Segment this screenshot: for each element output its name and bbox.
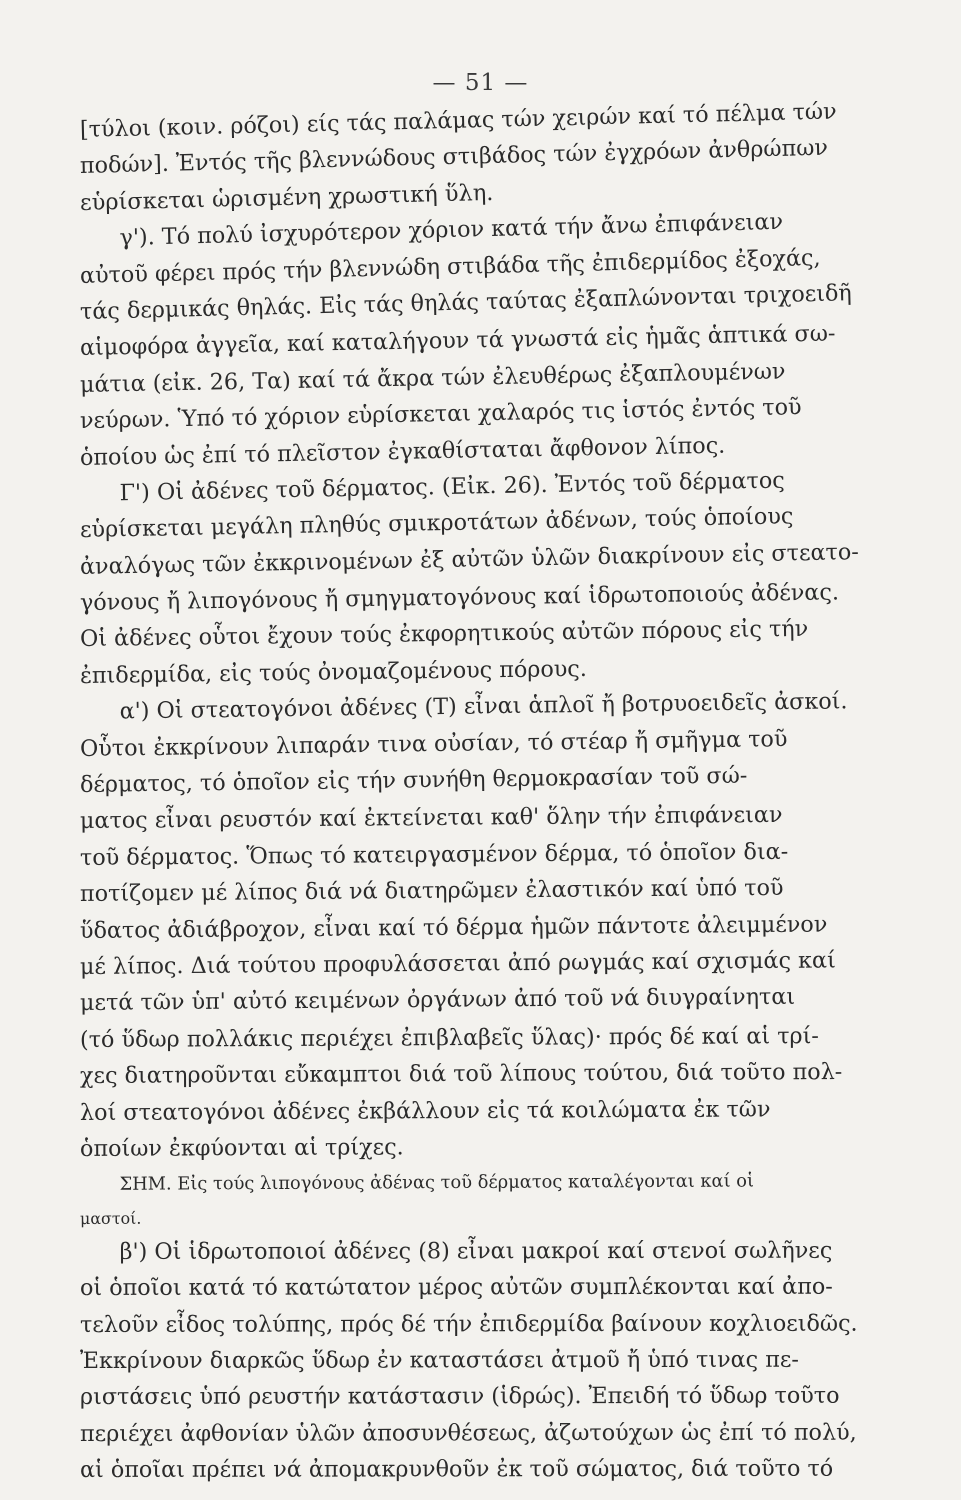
page-number: — 51 — [432,70,529,96]
body-text [79,98,888,1488]
text-line: γόνους ἤ λιπογόνους ἤ σμηγματογόνους καί ἱδρωτοποιούς ἀδένας. [79,579,840,617]
text-line: μέ λίπος. Διά τούτου προφυλάσσεται ἀπό ρωγμάς καί σχισμάς καί [79,947,836,980]
text-line: γ'). Τό πολύ ἰσχυρότερον χόριον κατά τήν ἄνω ἐπιφάνειαν [119,208,784,252]
text-line: αὐτοῦ φέρει πρός τήν βλεννώδη στιβάδα τῆς ἐπιδερμίδος ἐξοχάς, [79,244,821,289]
text-line: ματος εἶναι ρευστόν καί ἐκτείνεται καθ' ὅλην τήν ἐπιφάνειαν [79,802,783,835]
text-line: τάς δερμικάς θηλάς. Εἰς τάς θηλάς ταύτας ἐξαπλώνονται τριχοειδῆ [79,280,853,325]
text-line: μάτια (εἰκ. 26, Τα) καί τά ἄκρα τών ἐλευθέρως ἐξαπλουμένων [79,358,786,398]
text-line: αἱμοφόρα ἀγγεῖα, καί καταλήγουν τά γνωστά εἰς ἡμᾶς ἁπτικά σω- [79,320,836,362]
text-line: λοί στεατογόνοι ἀδένες ἐκβάλλουν εἰς τά κοιλώματα ἐκ τῶν [79,1095,771,1126]
note-line: ΣΗΜ. Εἰς τούς λιπογόνους ἀδένας τοῦ δέρματος καταλέγονται καί οἱ [119,1170,754,1196]
note-line: μαστοί. [79,1208,142,1228]
text-line: ὕδατος ἀδιάβροχον, εἶναι καί τό δέρμα ἡμῶν πάντοτε ἀλειμμένον [79,911,828,944]
text-line: ἐπιδερμίδα, εἰς τούς ὀνομαζομένους πόρους. [79,655,588,689]
text-line: εὑρίσκεται ὡρισμένη χρωστική ὕλη. [79,179,494,216]
subsection-line: β') Οἱ ἱδρωτοποιοί ἀδένες (8) εἶναι μακροί καί στενοί σωλῆνες [119,1237,833,1265]
text-line: εὑρίσκεται μεγάλη πληθύς σμικροτάτων ἀδένων, τούς ὁποίους [79,503,794,544]
text-line: ὁποίου ὡς ἐπί τό πλεῖστον ἐγκαθίσταται ἄφθονον λίπος. [79,432,726,471]
text-line: τελοῦν εἶδος τολύπης, πρός δέ τήν ἐπιδερμίδα βαίνουν κοχλιοειδῶς. [79,1310,858,1338]
subsection-line: α') Οἱ στεατογόνοι ἀδένες (Τ) εἶναι ἁπλοῖ ἤ βοτρυοειδεῖς ἀσκοί. [119,688,848,725]
text-line: ποδών]. Ἐντός τῆς βλεννώδους στιβάδος τών ἐγχρόων ἀνθρώπων [79,135,829,180]
text-line: ἀναλόγως τῶν ἐκκρινομένων ἐξ αὐτῶν ὑλῶν διακρίνουν εἰς στεατο- [79,538,860,580]
text-line: [τύλοι (κοιν. ρόζοι) είς τάς παλάμας τών χειρών καί τό πέλμα τών [79,98,837,143]
text-line: μετά τῶν ὑπ' αὐτό κειμένων ὀργάνων ἀπό τοῦ νά διυγραίνηται [79,984,796,1017]
text-line: περιέχει ἀφθονίαν ὑλῶν ἀποσυνθέσεως, ἀζωτούχων ὡς ἐπί τό πολύ, [79,1419,857,1447]
section-heading-line: Γ') Οἱ ἀδένες τοῦ δέρματος. (Εἰκ. 26). Ἐντός τοῦ δέρματος [119,467,785,507]
text-line: αἱ ὁποῖαι πρέπει νά ἀπομακρυνθοῦν ἐκ τοῦ σώματος, διά τοῦτο τό [79,1455,834,1484]
text-line: χες διατηροῦνται εὔκαμπτοι διά τοῦ λίπους τούτου, διά τοῦτο πολ- [79,1059,843,1090]
text-line: οἱ ὁποῖοι κατά τό κατώτατον μέρος αὐτῶν συμπλέκονται καί ἀπο- [79,1273,833,1302]
text-line: Οἱ ἀδένες οὗτοι ἔχουν τούς ἐκφορητικούς αὐτῶν πόρους εἰς τήν [79,616,809,653]
text-line: τοῦ δέρματος. Ὅπως τό κατειργασμένον δέρμα, τό ὁποῖον δια- [79,838,789,871]
text-line: ὁποίων ἐκφύονται αἱ τρίχες. [79,1134,404,1162]
text-line: (τό ὕδωρ πολλάκις περιέχει ἐπιβλαβεῖς ὕλας)· πρός δέ καί αἱ τρί- [79,1022,819,1053]
text-line: Ἐκκρίνουν διαρκῶς ὕδωρ ἐν καταστάσει ἀτμοῦ ἤ ὑπό τινας πε- [79,1346,799,1374]
text-line: Οὗτοι ἐκκρίνουν λιπαράν τινα οὐσίαν, τό στέαρ ἤ σμῆγμα τοῦ [79,725,788,762]
text-line: νεύρων. Ὑπό τό χόριον εὑρίσκεται χαλαρός τις ἱστός ἐντός τοῦ [79,394,802,435]
text-line: ριστάσεις ὑπό ρευστήν κατάστασιν (ἱδρώς). Ἐπειδή τό ὕδωρ τοῦτο [79,1382,840,1411]
text-line: δέρματος, τό ὁποῖον εἰς τήν συνήθη θερμοκρασίαν τοῦ σώ- [79,762,748,799]
text-line: ποτίζομεν μέ λίπος διά νά διατηρῶμεν ἐλαστικόν καί ὑπό τοῦ [79,875,784,908]
